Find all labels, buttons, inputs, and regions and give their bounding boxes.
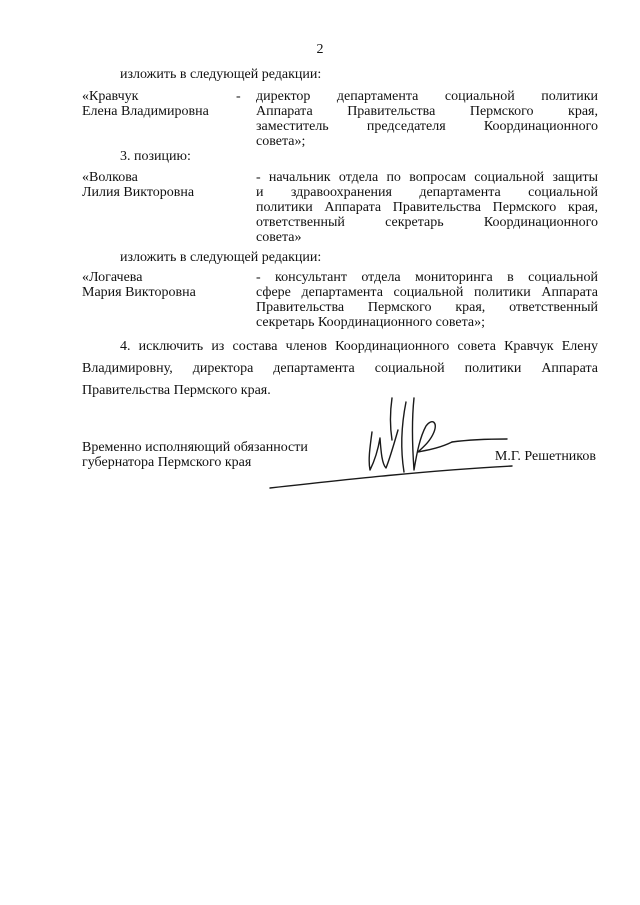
entry1-desc-line: директор департамента социальной политики — [256, 89, 598, 104]
entry2-name: Лилия Викторовна — [82, 185, 195, 200]
entry2-desc-line: совета» — [256, 230, 302, 245]
entry2-desc-line: и здравоохранения департамента социальной — [256, 185, 598, 200]
entry2-desc-line: политики Аппарата Правительства Пермского края, — [256, 200, 598, 215]
handwritten-signature — [262, 392, 522, 492]
entry1-desc-line: совета»; — [256, 134, 306, 149]
entry3-desc-line: сфере департамента социальной политики Аппарата — [256, 285, 598, 300]
entry3-desc-line: Правительства Пермского края, ответственный — [256, 300, 598, 315]
entry2-desc-line: - начальник отдела по вопросам социальной защиты — [256, 170, 598, 185]
entry3-surname: «Логачева — [82, 270, 143, 285]
item-4-line: Владимировну, директора департамента социальной политики Аппарата — [82, 361, 598, 376]
intro-text-1: изложить в следующей редакции: — [120, 67, 322, 82]
entry2-desc-line: ответственный секретарь Координационного — [256, 215, 598, 230]
entry3-desc-line: секретарь Координационного совета»; — [256, 315, 485, 330]
entry3-name: Мария Викторовна — [82, 285, 196, 300]
item-3: 3. позицию: — [120, 149, 191, 164]
signatory-name: М.Г. Решетников — [494, 449, 596, 464]
page-number: 2 — [316, 42, 324, 57]
entry1-surname: «Кравчук — [82, 89, 139, 104]
signatory-position-line: губернатора Пермского края — [82, 455, 252, 470]
signatory-position-line: Временно исполняющий обязанности — [82, 440, 308, 455]
entry1-desc-line: Аппарата Правительства Пермского края, — [256, 104, 598, 119]
entry1-dash: - — [236, 89, 241, 104]
entry2-surname: «Волкова — [82, 170, 138, 185]
entry1-name: Елена Владимировна — [82, 104, 209, 119]
item-4-line: 4. исключить из состава членов Координационного совета Кравчук Елену — [120, 339, 598, 354]
intro-text-2: изложить в следующей редакции: — [120, 250, 322, 265]
item-4-line: Правительства Пермского края. — [82, 383, 271, 398]
entry3-desc-line: - консультант отдела мониторинга в социальной — [256, 270, 598, 285]
entry1-desc-line: заместитель председателя Координационного — [256, 119, 598, 134]
